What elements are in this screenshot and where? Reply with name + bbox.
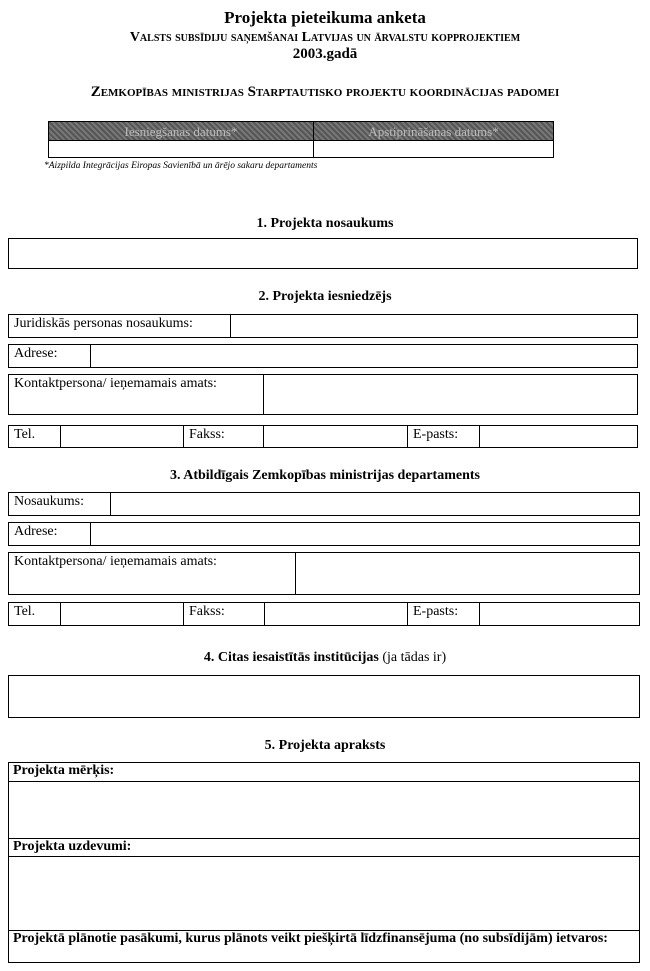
applicant-address-label: Adrese:: [8, 344, 91, 368]
date-footnote: *Aizpilda Integrācijas Eiropas Savienībā un ārējo sakaru departaments: [44, 161, 318, 171]
approval-date-field[interactable]: [313, 140, 554, 158]
applicant-fax-field[interactable]: [263, 425, 408, 448]
department-fax-field[interactable]: [264, 602, 408, 626]
department-tel-label: Tel.: [8, 602, 61, 626]
section-5-title: 5. Projekta apraksts: [264, 738, 386, 753]
department-address-label: Adrese:: [8, 522, 91, 546]
section-4-title: 4. Citas iesaistītās institūcijas: [203, 650, 379, 665]
applicant-tel-field[interactable]: [60, 425, 184, 448]
submission-date-header: Iesniegšanas datums*: [48, 121, 314, 141]
department-email-field[interactable]: [479, 602, 640, 626]
department-tel-field[interactable]: [60, 602, 184, 626]
section-4-note: (ja tādas ir): [382, 650, 447, 665]
applicant-contact-label: Kontaktpersona/ ieņemamais amats:: [8, 374, 264, 415]
section-2-title: 2. Projekta iesniedzējs: [258, 289, 392, 304]
project-activities-label: Projektā plānotie pasākumi, kurus plānots veikt piešķirtā līdzfinansējuma (no subsīdijām) ietvaros:: [8, 930, 640, 963]
applicant-tel-label: Tel.: [8, 425, 61, 448]
department-name-field[interactable]: [110, 492, 640, 516]
project-tasks-field[interactable]: [8, 856, 640, 931]
applicant-address-field[interactable]: [90, 344, 638, 368]
legal-name-field[interactable]: [230, 314, 638, 338]
department-contact-label: Kontaktpersona/ ieņemamais amats:: [8, 552, 296, 595]
form-subtitle: Valsts subsīdiju saņemšanai Latvijas un ārvalstu kopprojektiem: [129, 30, 521, 45]
department-fax-label: Fakss:: [183, 602, 265, 626]
other-institutions-field[interactable]: [8, 675, 640, 718]
approval-date-header: Apstiprināšanas datums*: [313, 121, 554, 141]
applicant-fax-label: Fakss:: [183, 425, 264, 448]
form-title: Projekta pieteikuma anketa: [224, 8, 426, 27]
section-1-title: 1. Projekta nosaukums: [256, 216, 394, 231]
department-address-field[interactable]: [90, 522, 640, 546]
applicant-email-field[interactable]: [479, 425, 638, 448]
recipient-line: Zemkopības ministrijas Starptautisko projektu koordinācijas padomei: [90, 84, 560, 100]
submission-date-field[interactable]: [48, 140, 314, 158]
section-3-title: 3. Atbildīgais Zemkopības ministrijas departaments: [170, 468, 480, 483]
project-goal-label: Projekta mērķis:: [8, 762, 640, 782]
project-tasks-label: Projekta uzdevumi:: [8, 838, 640, 857]
legal-name-label: Juridiskās personas nosaukums:: [8, 314, 231, 338]
section-4-title-wrap: [0, 650, 650, 666]
department-contact-field[interactable]: [295, 552, 640, 595]
form-year: 2003.gadā: [292, 46, 358, 62]
project-goal-field[interactable]: [8, 781, 640, 839]
department-email-label: E-pasts:: [407, 602, 480, 626]
applicant-contact-field[interactable]: [263, 374, 638, 415]
project-name-field[interactable]: [8, 238, 638, 269]
applicant-email-label: E-pasts:: [407, 425, 480, 448]
department-name-label: Nosaukums:: [8, 492, 111, 516]
